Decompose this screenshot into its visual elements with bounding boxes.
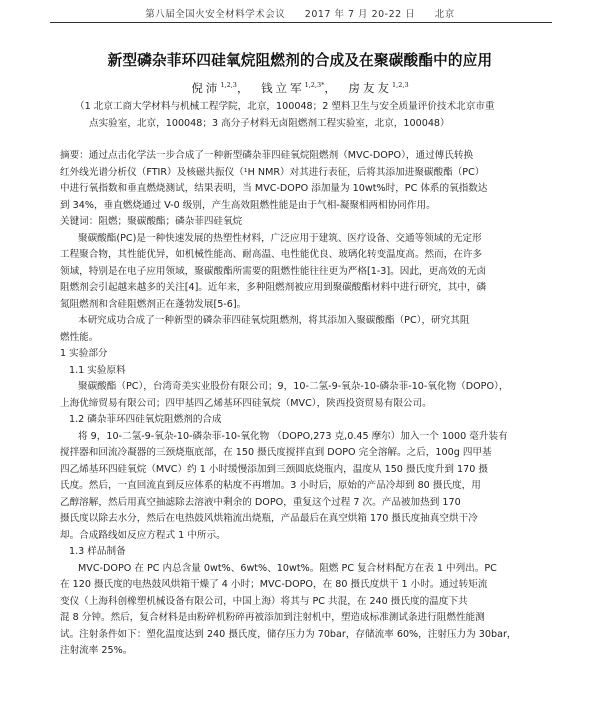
author-list: 倪沛$^{1,2,3}$， 钱立军$^{1,2,3*}$， 房友友$^{1,2,3}$ (191, 81, 409, 95)
running-header (0, 6, 600, 20)
subsection-heading: 1.1 实验原料 (69, 364, 126, 376)
header-rule (50, 22, 552, 23)
body-line: MVC-DOPO 在 PC 内总含量 0wt%、6wt%、10wt%。阻燃 PC 复合材料配方在表 1 中列出。PC (78, 562, 497, 574)
body-line: 氏度。然后，一直回流直到反应体系的粘度不再增加。3 小时后，原始的产品冷却到 80 摄氏度，用 (60, 480, 481, 491)
body-line: 领域，特别是在电子应用领域，聚碳酸酯所需要的阻燃性能往往更为严格[1-3]。因此，更高效的无卤 (60, 265, 487, 277)
subsection-heading: 1.2 磷杂菲环四硅氧烷阻燃剂的合成 (69, 414, 222, 425)
author-affil-mark: 1,2,3 (220, 81, 237, 90)
body-line: 聚碳酸酯（PC），台湾奇美实业股份有限公司；9，10-二氢-9-氧杂-10-磷杂菲-10-氧化物（DOPO）， (78, 381, 509, 392)
conference-city: 北京 (434, 9, 455, 20)
body-line: 注射流率 25%。 (60, 645, 133, 656)
body-line: 氮阻燃剂和含硅阻燃剂正在蓬勃发展[5-6]。 (60, 298, 247, 310)
paper-title: 新型磷杂菲环四硅氧烷阻燃剂的合成及在聚碳酸酯中的应用 (107, 52, 493, 69)
affiliation-line: 点实验室，北京，100048；3 高分子材料无卤阻燃剂工程实验室，北京，100048） (89, 117, 450, 129)
affiliation-line: （1 北京工商大学材料与机械工程学院，北京，100048；2 塑料卫生与安全质量评价技术北京市重 (75, 101, 495, 112)
body-line: 四乙烯基环四硅氧烷（MVC）约 1 小时缓慢添加到三颈圆底烧瓶内，温度从 150 摄氏度升到 170 摄 (60, 463, 488, 475)
section-heading: 1 实验部分 (60, 348, 108, 359)
body-line: 燃性能。 (60, 331, 99, 343)
body-line: 乙醇溶解，然后用真空抽滤除去溶液中剩余的 DOPO，重复这个过程 7 次。产品被加热到 170 (60, 496, 461, 508)
body-line: 在 120 摄氏度的电热鼓风烘箱干燥了 4 小时；MVC-DOPO，在 80 摄氏度烘干 1 小时。通过转矩流 (60, 579, 488, 590)
body-line: 上海优缔贸易有限公司；四甲基四乙烯基环四硅氧烷（MVC），陕西投资贸易有限公司。 (60, 397, 432, 409)
subsection-heading: 1.3 样品制备 (69, 546, 126, 557)
paper-body (60, 148, 550, 660)
body-line: 阻燃剂会引起越来越多的关注[4]。近年来，多种阻燃剂被应用到聚碳酸酯材料中进行研究，其中，磷 (60, 282, 487, 293)
body-line: 搅拌器和回流冷凝器的三颈烧瓶底部，在 150 摄氏度搅拌直到 DOPO 完全溶解。之后，100g 四甲基 (60, 447, 492, 458)
author-name: 倪沛 (191, 81, 221, 95)
abstract-line: 中进行氧指数和垂直燃烧测试，结果表明，当 MVC-DOPO 添加量为 10wt%时，PC 体系的氧指数达 (60, 183, 488, 194)
body-line: 变仪（上海科创橡塑机械设备有限公司，中国上海）将其与 PC 共混，在 240 摄氏度的温度下共 (60, 595, 468, 607)
body-line: 却。合成路线如反应方程式 1 中所示。 (60, 529, 226, 541)
author-name: 房友友 (348, 81, 393, 95)
body-line: 工程聚合物，其性能优异，如机械性能高、耐高温、电性能优良、玻璃化转变温度高。然而，在许多 (60, 249, 483, 260)
conference-date: 2017 年 7 月 20-22 日 (304, 9, 416, 20)
body-line: 混 8 分钟。然后，复合材料是由粉碎机粉碎再被添加到注射机中，塑造成标准测试条进行阻燃性能测 (60, 612, 485, 623)
keywords-line: 关键词：阻燃；聚碳酸酯；磷杂菲四硅氧烷 (60, 216, 243, 227)
abstract-line: 摘要：通过点击化学法一步合成了一种新型磷杂菲四硅氧烷阻燃剂（MVC-DOPO），通过傅氏转换 (60, 150, 474, 161)
body-line: 将 9，10-二氢-9-氧杂-10-磷杂菲-10-氧化物 （DOPO,273 克,0.45 摩尔）加入一个 1000 毫升装有 (78, 430, 508, 442)
body-line: 聚碳酸酯(PC)是一种快速发展的热塑性材料，广泛应用于建筑、医疗设备、交通等领域的无定形 (78, 232, 482, 244)
body-line: 摄氏度以除去水分，然后在电热鼓风烘箱流出烧瓶，产品最后在真空烘箱 170 摄氏度抽真空烘干冷 (60, 513, 478, 524)
affiliations (75, 99, 545, 132)
conference-name: 第八届全国火安全材料学术会议 (145, 9, 286, 20)
abstract-line: 到 34%，垂直燃烧通过 V-0 级别，产生高效阻燃性能是由于气相-凝聚相两相协同作用。 (60, 199, 436, 211)
body-line: 试。注射条件如下：塑化温度达到 240 摄氏度，储存压力为 70bar，存储流率 60%，注射压力为 30bar， (60, 628, 517, 640)
author-affil-mark: 1,2,3* (304, 81, 325, 90)
author-name: 钱立军 (261, 81, 305, 95)
abstract-line: 红外线光谱分析仪（FTIR）及核磁共振仪（¹H NMR）对其进行表征，后将其添加进聚碳酸酯（PC） (60, 166, 485, 178)
author-affil-mark: 1,2,3 (392, 81, 409, 90)
body-line: 本研究成功合成了一种新型的磷杂菲四硅氧烷阻燃剂，将其添加入聚碳酸酯（PC），研究其阻 (78, 315, 470, 326)
